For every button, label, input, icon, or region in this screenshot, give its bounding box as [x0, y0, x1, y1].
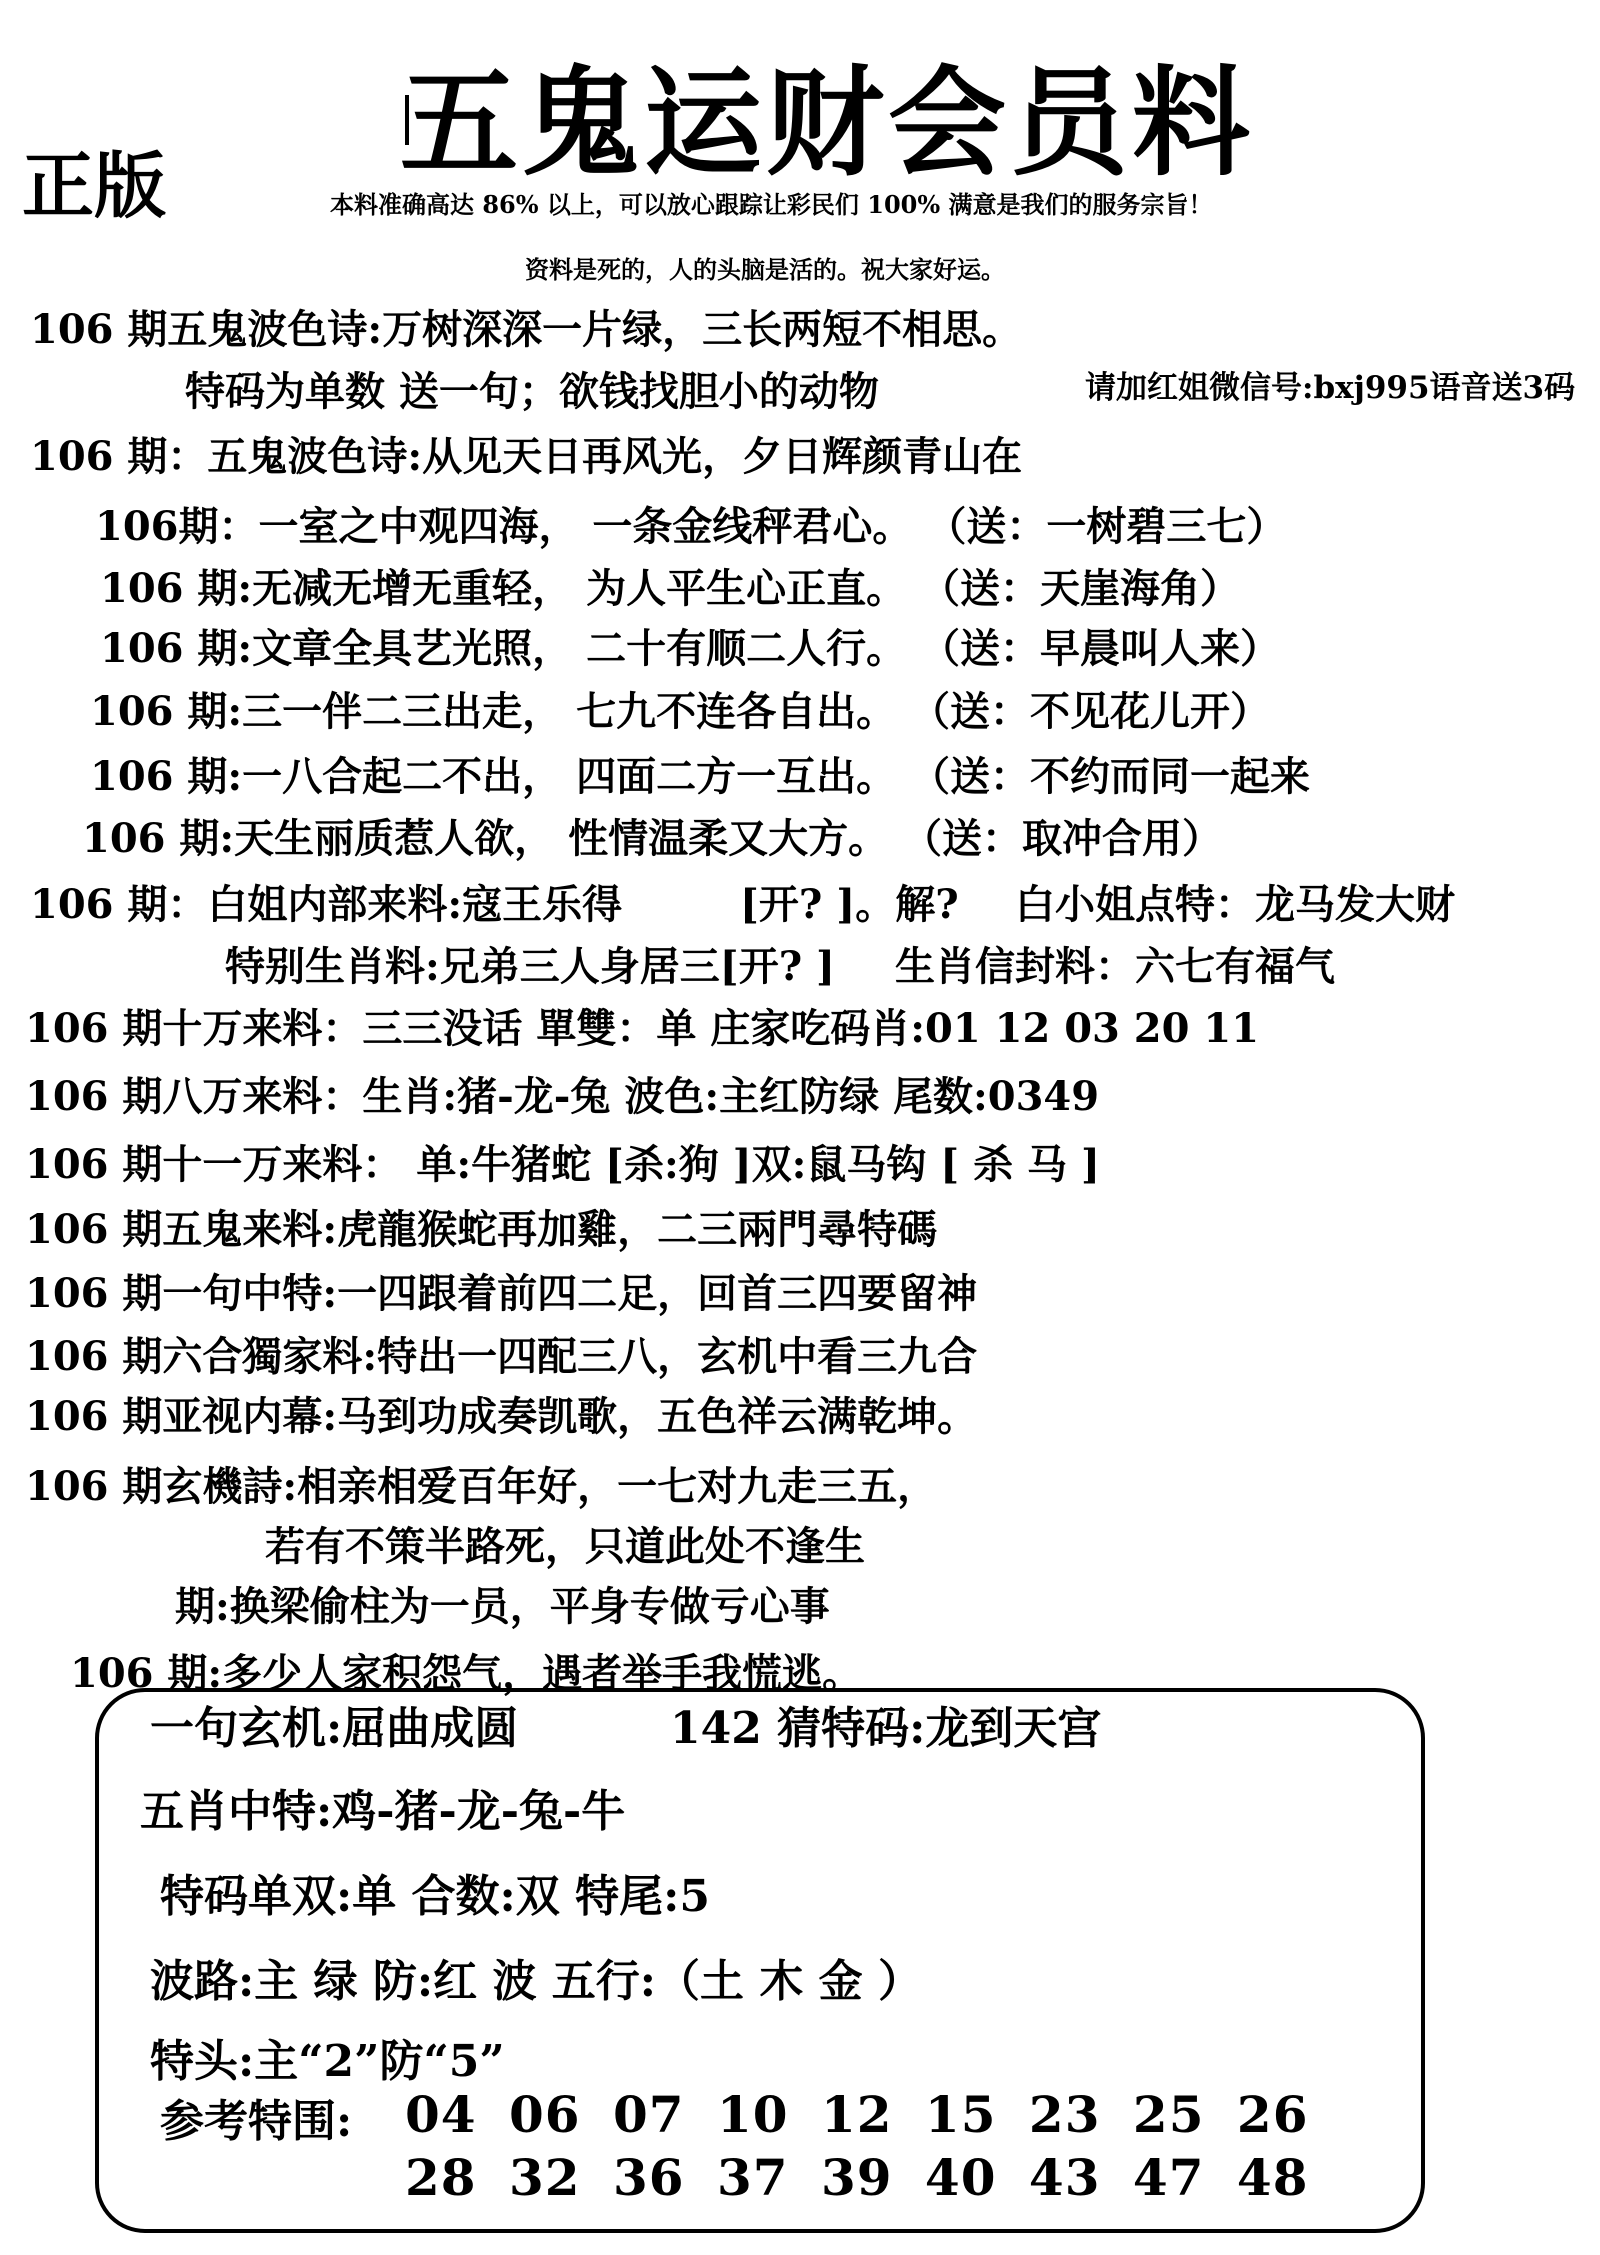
box-odd-even: 特码单双:单 合数:双 特尾:5 — [160, 1871, 710, 1922]
line-wave-poem-1: 106 期五鬼波色诗:万树深深一片绿，三长两短不相思。 — [30, 306, 1023, 353]
line-wave-poem-2: 106 期：五鬼波色诗:从见天日再风光，夕日辉颜青山在 — [30, 433, 1023, 480]
line-liuhe-exclusive: 106 期六合獨家料:特出一四配三八，玄机中看三九合 — [25, 1333, 978, 1380]
line-mystic-poem-4: 106 期:多少人家积怨气，遇者举手我慌逃。 — [70, 1650, 863, 1697]
line-100k-source: 106 期十万来料：三三没话 單雙：单 庄家吃码肖:01 12 03 20 11 — [25, 1005, 1260, 1052]
line-odd-hint: 特码为单数 送一句；欲钱找胆小的动物 — [185, 368, 879, 415]
page-title: 五鬼运财会员料 — [400, 53, 1255, 192]
box-riddle: 一句玄机:屈曲成圆 — [150, 1703, 519, 1754]
line-poem-e: 106 期:一八合起二不出， 四面二方一互出。 （送：不约而同一起来 — [90, 753, 1311, 800]
line-baijie-internal: 106 期：白姐内部来料:寇王乐得 — [30, 881, 623, 928]
subtitle-luck: 资料是死的，人的头脑是活的。祝大家好运。 — [525, 255, 1005, 284]
line-baijie-open: [开? ]。解? — [740, 881, 959, 928]
box-ref-row-2: 28 32 36 37 39 40 43 47 48 — [405, 2148, 1309, 2207]
line-atv-insider: 106 期亚视内幕:马到功成奏凯歌，五色祥云满乾坤。 — [25, 1393, 978, 1440]
box-ref-label: 参考特围: — [160, 2096, 353, 2147]
line-mystic-poem-3: 期:换梁偷柱为一员，平身专做亏心事 — [175, 1583, 830, 1630]
line-zodiac-envelope: 生肖信封料：六七有福气 — [895, 943, 1335, 990]
line-wechat-contact: 请加红姐微信号:bxj995语音送3码 — [1085, 370, 1576, 406]
box-guess: 142 猜特码:龙到天宫 — [670, 1703, 1102, 1754]
subtitle-accuracy: 本料准确高达 86% 以上，可以放心跟踪让彩民们 100% 满意是我们的服务宗旨！ — [330, 190, 1213, 219]
box-wave-element: 波路:主 绿 防:红 波 五行:（土 木 金 ） — [150, 1956, 922, 2007]
line-mystic-poem-1: 106 期玄機詩:相亲相爱百年好，一七对九走三五， — [25, 1463, 938, 1510]
line-poem-f: 106 期:天生丽质惹人欲， 性情温柔又大方。 （送：取冲合用） — [82, 815, 1223, 862]
authentic-badge: 正版 — [22, 143, 167, 228]
line-one-phrase: 106 期一句中特:一四跟着前四二足，回首三四要留神 — [25, 1270, 978, 1317]
box-head: 特头:主“2”防“5” — [150, 2036, 505, 2087]
line-baijie-point: 白小姐点特：龙马发大财 — [1015, 881, 1455, 928]
line-poem-b: 106 期:无减无增无重轻， 为人平生心正直。 （送：天崖海角） — [100, 565, 1241, 612]
line-mystic-poem-2: 若有不策半路死，只道此处不逢生 — [265, 1523, 865, 1570]
box-ref-row-1: 04 06 07 10 12 15 23 25 26 — [405, 2085, 1309, 2144]
box-five-zodiac: 五肖中特:鸡-猪-龙-兔-牛 — [140, 1786, 626, 1837]
line-five-ghost-source: 106 期五鬼来料:虎龍猴蛇再加雞，二三兩門尋特碼 — [25, 1206, 938, 1253]
line-poem-a: 106期：一室之中观四海， 一条金线秤君心。 （送：一树碧三七） — [95, 503, 1287, 550]
line-110k-source: 106 期十一万来料： 单:牛猪蛇 [杀:狗 ]双:鼠马钩 [ 杀 马 ] — [25, 1141, 1100, 1188]
line-poem-d: 106 期:三一伴二三出走， 七九不连各自出。 （送：不见花儿开） — [90, 688, 1271, 735]
line-special-zodiac: 特别生肖料:兄弟三人身居三[开? ] — [225, 943, 835, 990]
line-80k-source: 106 期八万来料：生肖:猪-龙-兔 波色:主红防绿 尾数:0349 — [25, 1073, 1100, 1120]
line-poem-c: 106 期:文章全具艺光照， 二十有顺二人行。 （送：早晨叫人来） — [100, 625, 1281, 672]
